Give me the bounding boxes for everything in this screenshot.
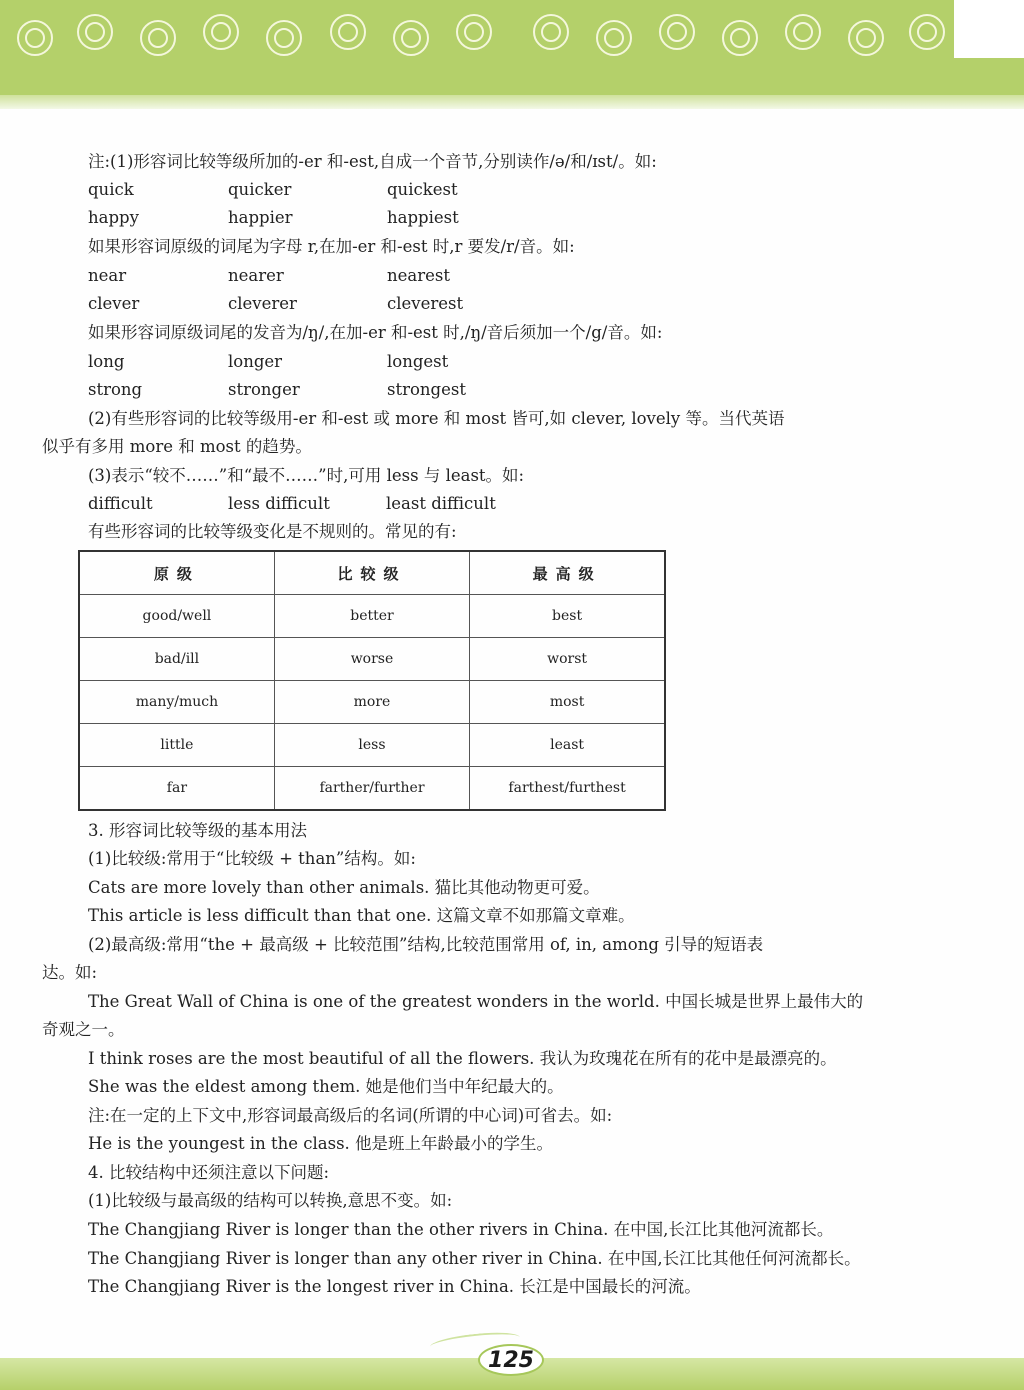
ring-icon	[140, 20, 176, 56]
note3-intro: (3)表示“较不……”和“最不……”时,可用 less 与 least。如:	[88, 466, 525, 485]
cell-positive: little	[79, 724, 274, 767]
table-row	[79, 724, 665, 767]
cell-superlative: most	[470, 681, 665, 724]
superlative-rule-line1: (2)最高级:常用“the + 最高级 + 比较范围”结构,比较范围常用 of, in, among 引导的短语表	[88, 935, 764, 954]
table-row	[79, 638, 665, 681]
comparative-rule: (1)比较级:常用于“比较级 + than”结构。如:	[88, 849, 416, 868]
comparative-form: stronger	[228, 380, 300, 399]
ring-icon	[17, 20, 53, 56]
ring-icon	[203, 14, 239, 50]
ring-icon	[785, 14, 821, 50]
ng-rule: 如果形容词原级词尾的发音为/ŋ/,在加-er 和-est 时,/ŋ/音后须加一个/g/音。如:	[88, 323, 663, 342]
irregular-intro: 有些形容词的比较等级变化是不规则的。常见的有:	[88, 522, 457, 541]
positive-form: near	[88, 266, 127, 285]
r-rule: 如果形容词原级的词尾为字母 r,在加-er 和-est 时,r 要发/r/音。如:	[88, 237, 575, 256]
cell-superlative: farthest/furthest	[470, 767, 665, 811]
cell-comparative: less	[274, 724, 469, 767]
ring-icon	[77, 14, 113, 50]
cell-positive: far	[79, 767, 274, 811]
section3-title: 3. 形容词比较等级的基本用法	[88, 821, 307, 840]
example-row	[88, 294, 463, 314]
section4-rule1: (1)比较级与最高级的结构可以转换,意思不变。如:	[88, 1191, 453, 1210]
ring-icon	[848, 20, 884, 56]
comparative-form: cleverer	[228, 294, 297, 313]
ring-icon	[533, 14, 569, 50]
ring-icon	[456, 14, 492, 50]
header-band-fade	[0, 95, 1024, 109]
cell-comparative: better	[274, 595, 469, 638]
comparative-form: quicker	[228, 180, 292, 199]
cell-superlative: best	[470, 595, 665, 638]
comparative-example: This article is less difficult than that one. 这篇文章不如那篇文章难。	[88, 906, 635, 925]
comparative-example: Cats are more lovely than other animals. 猫比其他动物更可爱。	[88, 878, 600, 897]
superlative-example-line1: The Great Wall of China is one of the greatest wonders in the world. 中国长城是世界上最伟大的	[88, 992, 864, 1011]
cell-positive: bad/ill	[79, 638, 274, 681]
header-corner-cutout	[954, 0, 1024, 58]
conversion-example: The Changjiang River is longer than the other rivers in China. 在中国,长江比其他河流都长。	[88, 1220, 834, 1239]
column-header-comparative: 比较级	[274, 551, 469, 595]
column-header-positive: 原级	[79, 551, 274, 595]
ring-icon	[330, 14, 366, 50]
cell-comparative: farther/further	[274, 767, 469, 811]
comparative-form: nearer	[228, 266, 284, 285]
omission-note: 注:在一定的上下文中,形容词最高级后的名词(所谓的中心词)可省去。如:	[88, 1106, 613, 1125]
page-number: 125	[478, 1344, 544, 1376]
superlative-example: She was the eldest among them. 她是他们当中年纪最大的。	[88, 1077, 564, 1096]
positive-form: long	[88, 352, 125, 371]
ring-icon	[393, 20, 429, 56]
section4-title: 4. 比较结构中还须注意以下问题:	[88, 1163, 330, 1182]
superlative-example-line2: 奇观之一。	[42, 1020, 125, 1039]
cell-positive: many/much	[79, 681, 274, 724]
superlative-form: least difficult	[386, 494, 496, 513]
note1-intro: 注:(1)形容词比较等级所加的-er 和-est,自成一个音节,分别读作/ə/和/ɪst/。如:	[88, 152, 657, 171]
note2-line2: 似乎有多用 more 和 most 的趋势。	[42, 437, 312, 456]
positive-form: strong	[88, 380, 143, 399]
table-header-row	[79, 551, 665, 595]
ring-icon	[909, 14, 945, 50]
example-row	[88, 352, 448, 372]
superlative-rule-line2: 达。如:	[42, 963, 98, 982]
superlative-form: quickest	[387, 180, 458, 199]
superlative-form: happiest	[387, 208, 459, 227]
conversion-example: The Changjiang River is the longest river in China. 长江是中国最长的河流。	[88, 1277, 701, 1296]
positive-form: quick	[88, 180, 134, 199]
cell-superlative: least	[470, 724, 665, 767]
positive-form: clever	[88, 294, 140, 313]
cell-superlative: worst	[470, 638, 665, 681]
example-row	[88, 208, 459, 228]
irregular-comparison-table	[78, 550, 666, 811]
cell-comparative: more	[274, 681, 469, 724]
table-row	[79, 595, 665, 638]
cell-positive: good/well	[79, 595, 274, 638]
example-row	[88, 380, 466, 400]
ring-icon	[596, 20, 632, 56]
example-row	[88, 494, 496, 514]
comparative-form: longer	[228, 352, 283, 371]
example-row	[88, 266, 450, 286]
ring-icon	[659, 14, 695, 50]
table-row	[79, 681, 665, 724]
ring-icon	[266, 20, 302, 56]
superlative-example: I think roses are the most beautiful of all the flowers. 我认为玫瑰花在所有的花中是最漂亮的。	[88, 1049, 837, 1068]
superlative-form: cleverest	[387, 294, 464, 313]
comparative-form: happier	[228, 208, 293, 227]
superlative-form: strongest	[387, 380, 466, 399]
note2-line1: (2)有些形容词的比较等级用-er 和-est 或 more 和 most 皆可,如 clever, lovely 等。当代英语	[88, 409, 785, 428]
omission-example: He is the youngest in the class. 他是班上年龄最小的学生。	[88, 1134, 554, 1153]
superlative-form: nearest	[387, 266, 450, 285]
superlative-form: longest	[387, 352, 449, 371]
cell-comparative: worse	[274, 638, 469, 681]
example-row	[88, 180, 458, 200]
comparative-form: less difficult	[228, 494, 330, 513]
positive-form: difficult	[88, 494, 153, 513]
column-header-superlative: 最高级	[470, 551, 665, 595]
positive-form: happy	[88, 208, 139, 227]
conversion-example: The Changjiang River is longer than any other river in China. 在中国,长江比其他任何河流都长。	[88, 1249, 861, 1268]
table-row	[79, 767, 665, 811]
ring-icon	[722, 20, 758, 56]
